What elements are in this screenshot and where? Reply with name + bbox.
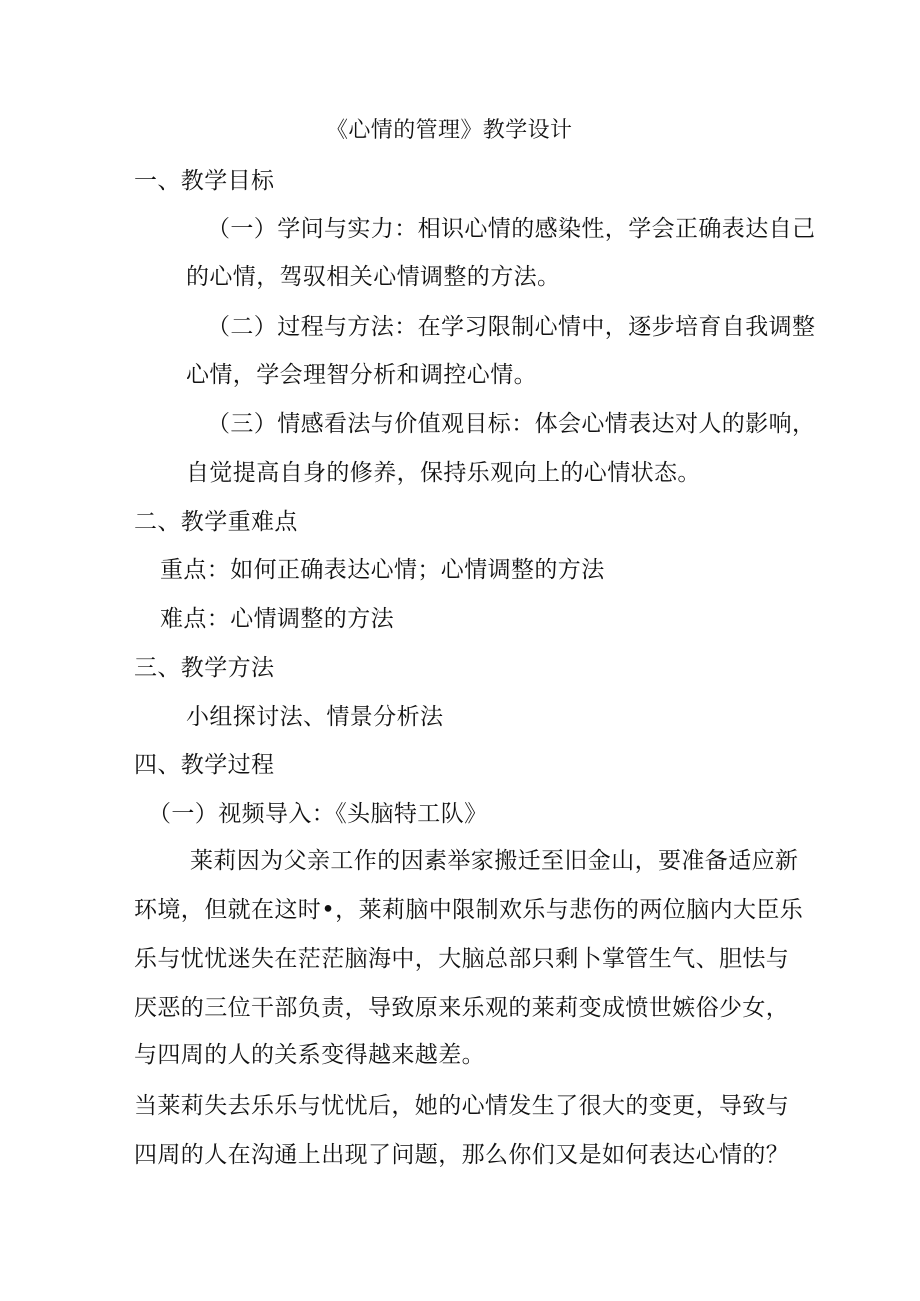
document-title: 《心情的管理》教学设计: [326, 118, 573, 143]
section-heading-teaching-goals: 一、教学目标: [134, 168, 275, 194]
goal-process-line-2: 心情，学会理智分析和调控心情。: [186, 362, 537, 388]
goal-knowledge-line-2: 的心情，驾驭相关心情调整的方法。: [186, 264, 561, 290]
section-heading-teaching-process: 四、教学过程: [134, 752, 275, 778]
goal-attitude-line-1: （三）情感看法与价值观目标：体会心情表达对人的影响，: [207, 411, 816, 437]
story-paragraph-line-1: 莱莉因为父亲工作的因素举家搬迁至旧金山，要准备适应新: [190, 848, 799, 874]
teaching-methods-text: 小组探讨法、情景分析法: [186, 704, 444, 730]
section-heading-key-difficult-points: 二、教学重难点: [134, 509, 298, 535]
key-point-text: 重点：如何正确表达心情；心情调整的方法: [160, 557, 605, 583]
story-paragraph-line-3: 乐与忧忧迷失在茫茫脑海中，大脑总部只剩卜掌管生气、胆怯与: [134, 946, 790, 972]
question-paragraph-line-1: 当莱莉失去乐乐与忧忧后，她的心情发生了很大的变更，导致与: [134, 1093, 790, 1119]
goal-knowledge-line-1: （一）学问与实力：相识心情的感染性，学会正确表达自己: [207, 216, 816, 242]
story-paragraph-line-4: 厌恶的三位干部负责，导致原来乐观的莱莉变成愤世嫉俗少女，: [134, 995, 790, 1021]
goal-process-line-1: （二）过程与方法：在学习限制心情中，逐步培育自我调整: [207, 314, 816, 340]
subsection-heading-video-intro: （一）视频导入：《头脑特工队》: [148, 801, 488, 827]
section-heading-teaching-methods: 三、教学方法: [134, 655, 275, 681]
goal-attitude-line-2: 自觉提高自身的修养，保持乐观向上的心情状态。: [186, 460, 701, 486]
story-paragraph-line-2: 环境，但就在这时•，莱莉脑中限制欢乐与悲伤的两位脑内大臣乐: [134, 897, 804, 923]
question-paragraph-line-2: 四周的人在沟通上出现了问题，那么你们又是如何表达心情的？: [134, 1142, 790, 1168]
difficult-point-text: 难点：心情调整的方法: [160, 606, 394, 632]
story-paragraph-line-5: 与四周的人的关系变得越来越差。: [134, 1042, 485, 1068]
